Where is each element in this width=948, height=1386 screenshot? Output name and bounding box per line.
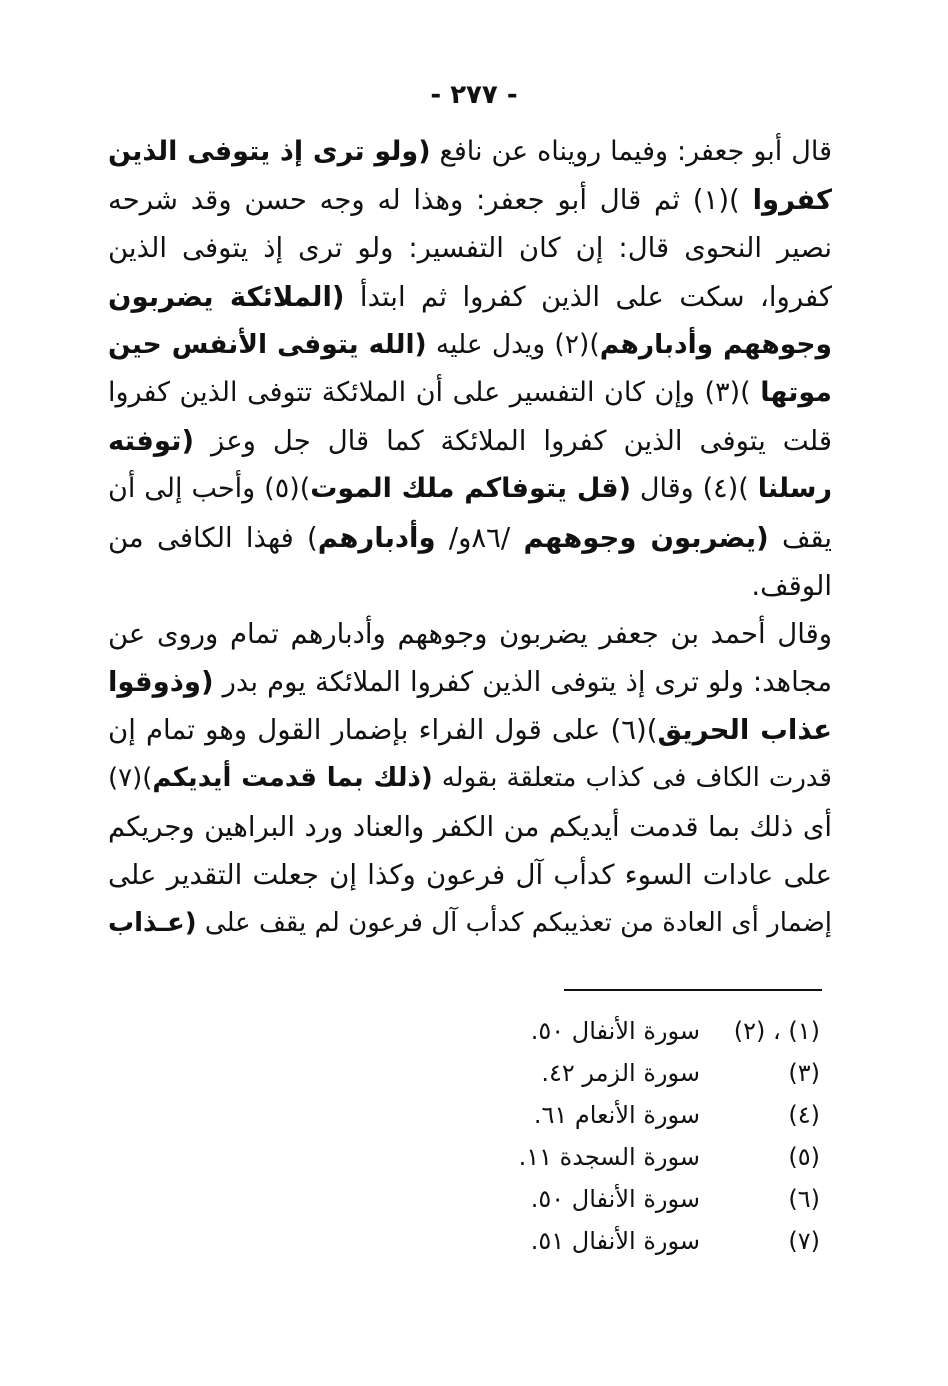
text-line	[108, 514, 832, 562]
footnote-number: (٣)	[788, 1059, 820, 1087]
text-line	[108, 369, 832, 417]
text-segment: )(١) ثم قال أبو جعفر: وهذا له وجه حسن وقد شرحه	[108, 184, 753, 217]
text-line	[108, 176, 832, 224]
text-segment: أى ذلك بما قدمت أيديكم من الكفر والعناد ورد البراهين وجريكم	[108, 810, 832, 843]
footnote	[480, 1136, 820, 1178]
text-segment: على عادات السوء كدأب آل فرعون وكذا إن جعلت التقدير على	[108, 858, 832, 891]
footnote-reference: سورة السجدة ١١.	[518, 1143, 700, 1171]
text-segment: وقال أحمد بن جعفر يضربون وجوههم وأدبارهم تمام وروى عن	[108, 617, 832, 650]
text-segment: )(٥) وأحب إلى أن	[108, 473, 311, 505]
text-segment: إضمار أى العادة من تعذيبكم كدأب آل فرعون لم يقف على	[196, 908, 832, 938]
footnote-divider	[564, 989, 822, 991]
quran-quote: (توفته	[108, 425, 195, 458]
text-line	[108, 273, 832, 321]
text-segment: قدرت الكاف فى كذاب متعلقة بقوله	[432, 763, 832, 794]
quran-quote: (عـذاب	[108, 908, 197, 938]
quran-quote: (الملائكة يضربون	[108, 280, 345, 313]
quran-quote: (وذوقوا	[108, 666, 214, 699]
text-line	[108, 706, 832, 754]
quran-quote: (الله يتوفى الأنفس حين	[108, 328, 427, 360]
text-line	[108, 610, 832, 658]
text-segment: نصير النحوى قال: إن كان التفسير: ولو ترى إذ يتوفى الذين	[108, 232, 832, 265]
text-segment: ) فهذا الكافى من	[108, 521, 318, 554]
footnote-reference: سورة الأنفال ٥٠.	[530, 1017, 700, 1045]
footnote-reference: سورة الأنفال ٥١.	[530, 1227, 700, 1255]
text-line	[108, 321, 832, 369]
text-segment: )(٣) وإن كان التفسير على أن الملائكة تتوفى الذين كفروا	[108, 376, 761, 408]
text-line	[108, 899, 832, 947]
footnotes	[480, 1010, 820, 1262]
text-line	[108, 754, 832, 802]
text-segment: قال أبو جعفر: وفيما رويناه عن نافع	[430, 136, 832, 167]
text-segment: قلت يتوفى الذين كفروا الملائكة كما قال جل وعز	[194, 425, 832, 458]
quran-quote: وأدبارهم	[317, 521, 436, 554]
footnote-reference: سورة الأنفال ٥٠.	[530, 1185, 700, 1213]
text-segment: )(٦) على قول الفراء بإضمار القول وهو تمام إن	[108, 714, 658, 747]
quran-quote: رسلنا	[757, 473, 832, 505]
footnote	[480, 1178, 820, 1220]
footnote	[480, 1220, 820, 1262]
text-segment: مجاهد: ولو ترى إذ يتوفى الذين كفروا الملائكة يوم بدر	[213, 666, 832, 699]
text-segment: )(٧)	[108, 763, 153, 794]
footnote-number: (٧)	[788, 1227, 820, 1255]
quran-quote: موتها	[760, 376, 832, 408]
quran-quote: كفروا	[752, 184, 833, 217]
footnote-number: (١) ، (٢)	[733, 1017, 820, 1045]
quran-quote: (قل يتوفاكم ملك الموت	[310, 473, 631, 505]
body-text	[108, 128, 832, 947]
page-number: - ٢٧٧ -	[430, 80, 518, 110]
footnote-reference: سورة الأنعام ٦١.	[533, 1101, 700, 1129]
text-line	[108, 465, 832, 513]
text-segment: )(٢) ويدل عليه	[426, 328, 600, 360]
footnote	[480, 1052, 820, 1094]
quran-quote: (ذلك بما قدمت أيديكم	[152, 763, 433, 794]
text-segment: الوقف.	[751, 569, 832, 602]
text-segment: يقف	[768, 521, 832, 554]
text-segment: /٨٦و/	[435, 521, 524, 554]
text-line	[108, 224, 832, 272]
footnote-reference: سورة الزمر ٤٢.	[541, 1059, 700, 1087]
text-line	[108, 417, 832, 465]
footnote	[480, 1094, 820, 1136]
quran-quote: (يضربون وجوههم	[523, 521, 769, 554]
quran-quote: وجوههم وأدبارهم	[599, 328, 832, 360]
quran-quote: عذاب الحريق	[657, 714, 832, 747]
text-line	[108, 851, 832, 899]
quran-quote: (ولو ترى إذ يتوفى الذين	[108, 136, 431, 167]
text-line	[108, 128, 832, 176]
footnote	[480, 1010, 820, 1052]
text-line	[108, 658, 832, 706]
footnote-number: (٦)	[788, 1185, 820, 1213]
footnote-number: (٥)	[788, 1143, 820, 1171]
text-line	[108, 803, 832, 851]
footnote-number: (٤)	[788, 1101, 820, 1129]
text-segment: )(٤) وقال	[630, 473, 758, 505]
text-segment: كفروا، سكت على الذين كفروا ثم ابتدأ	[344, 280, 832, 313]
text-line	[108, 562, 832, 610]
